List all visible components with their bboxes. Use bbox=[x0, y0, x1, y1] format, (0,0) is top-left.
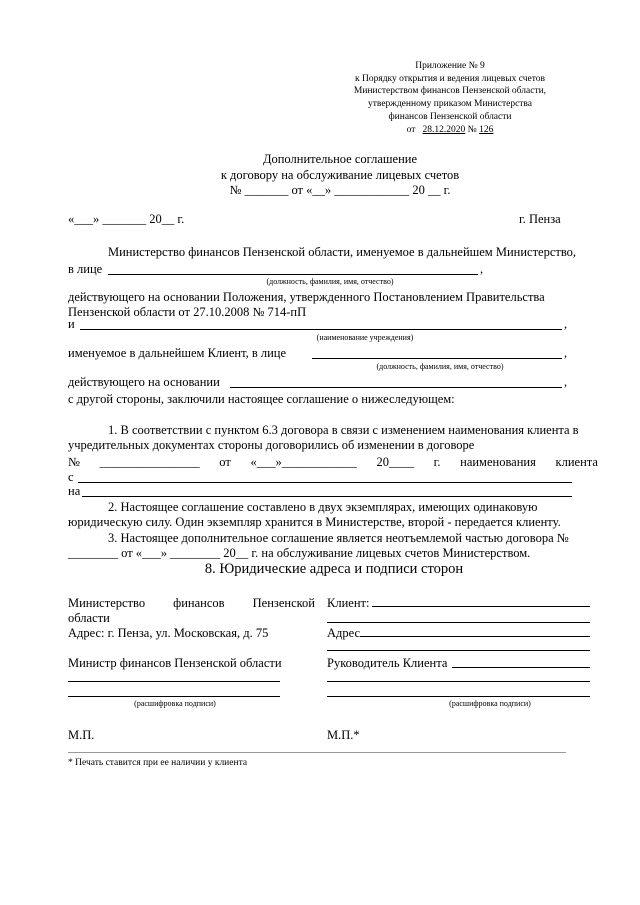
left-signer-title: Министр финансов Пензенской области bbox=[68, 656, 282, 670]
blank-line bbox=[360, 636, 590, 637]
clause-2: 2. Настоящее соглашение составлено в двух экземплярах, имеющих одинаковую bbox=[108, 500, 538, 514]
agreement-date: «___» _______ 20__ г. bbox=[68, 212, 185, 226]
blank-line bbox=[312, 358, 562, 359]
blank-line bbox=[327, 622, 590, 623]
field-hint: (должность, фамилия, имя, отчество) bbox=[266, 277, 394, 286]
blank-line bbox=[372, 606, 590, 607]
clause-1-row: № ________________ от «___»____________ 20____ г. наименования клиента bbox=[68, 455, 598, 469]
blank-line bbox=[80, 329, 562, 330]
preamble-line: Министерство финансов Пензенской области, именуемое в дальнейшем Министерство, bbox=[108, 245, 577, 259]
appendix-line: к Порядку открытия и ведения лицевых счетов bbox=[354, 73, 545, 84]
appendix-title: Приложение № 9 bbox=[415, 61, 485, 71]
right-client-label: Клиент: bbox=[327, 596, 370, 610]
signature-line bbox=[327, 696, 590, 697]
appendix-line: утвержденному приказом Министерства bbox=[367, 99, 533, 110]
appendix-date-line: от 28.12.2020 № 126 bbox=[406, 124, 494, 135]
right-signer-title: Руководитель Клиента bbox=[327, 656, 448, 670]
blank-line bbox=[108, 274, 478, 275]
left-org-line: области bbox=[68, 611, 110, 625]
blank-line bbox=[82, 496, 572, 497]
footnote-rule bbox=[68, 752, 566, 753]
clause-3: 3. Настоящее дополнительное соглашение является неотъемлемой частью договора № bbox=[108, 531, 569, 545]
preamble-line: Пензенской области от 27.10.2008 № 714-пП bbox=[68, 305, 307, 319]
appendix-block bbox=[330, 60, 570, 136]
right-stamp: М.П.* bbox=[327, 728, 360, 742]
section-heading: 8. Юридические адреса и подписи сторон bbox=[204, 561, 464, 577]
basis-label: действующего на основании bbox=[68, 375, 220, 389]
appendix-number: 126 bbox=[479, 124, 494, 135]
and-label: и bbox=[68, 317, 75, 331]
face-label: в лице bbox=[68, 262, 103, 276]
footnote: * Печать ставится при ее наличии у клиента bbox=[68, 758, 248, 768]
appendix-line: Министерством финансов Пензенской области, bbox=[353, 86, 547, 97]
clause-1: 1. В соответствии с пунктом 6.3 договора в связи с изменением наименования клиента в bbox=[108, 423, 579, 437]
appendix-date: 28.12.2020 bbox=[422, 124, 466, 135]
blank-line bbox=[78, 482, 572, 483]
field-hint: (расшифровка подписи) bbox=[134, 699, 216, 708]
signature-line bbox=[327, 681, 590, 682]
left-address: Адрес: г. Пенза, ул. Московская, д. 75 bbox=[68, 626, 269, 640]
right-address-label: Адрес bbox=[327, 626, 361, 640]
client-face-label: именуемое в дальнейшем Клиент, в лице bbox=[68, 346, 287, 360]
blank-line bbox=[230, 387, 562, 388]
agreement-city: г. Пенза bbox=[519, 212, 561, 226]
field-hint: (наименование учреждения) bbox=[316, 333, 414, 342]
field-hint: (должность, фамилия, имя, отчество) bbox=[376, 362, 504, 371]
blank-line bbox=[452, 667, 590, 668]
signature-line bbox=[68, 696, 280, 697]
clause-3: ________ от «___» ________ 20__ г. на обслуживание лицевых счетов Министерством. bbox=[68, 546, 531, 560]
from-label: с bbox=[68, 470, 74, 484]
blank-line bbox=[327, 650, 590, 651]
preamble-line: с другой стороны, заключили настоящее соглашение о нижеследующем: bbox=[68, 392, 455, 406]
field-hint: (расшифровка подписи) bbox=[449, 699, 531, 708]
preamble-line: действующего на основании Положения, утвержденного Постановлением Правительства bbox=[68, 290, 545, 304]
left-org-line: Министерство финансов Пензенской bbox=[68, 596, 315, 610]
signature-line bbox=[68, 681, 280, 682]
clause-1: учредительных документах стороны договорились об изменении в договоре bbox=[68, 438, 475, 452]
document-title: Дополнительное соглашение к договору на обслуживание лицевых счетов № _______ от «__» ____________ 20 __ г. bbox=[220, 152, 460, 197]
clause-2: юридическую силу. Один экземпляр хранится в Министерстве, второй - передается клиенту. bbox=[68, 515, 561, 529]
to-label: на bbox=[68, 484, 81, 498]
left-stamp: М.П. bbox=[68, 728, 95, 742]
appendix-line: финансов Пензенской области bbox=[388, 111, 512, 122]
